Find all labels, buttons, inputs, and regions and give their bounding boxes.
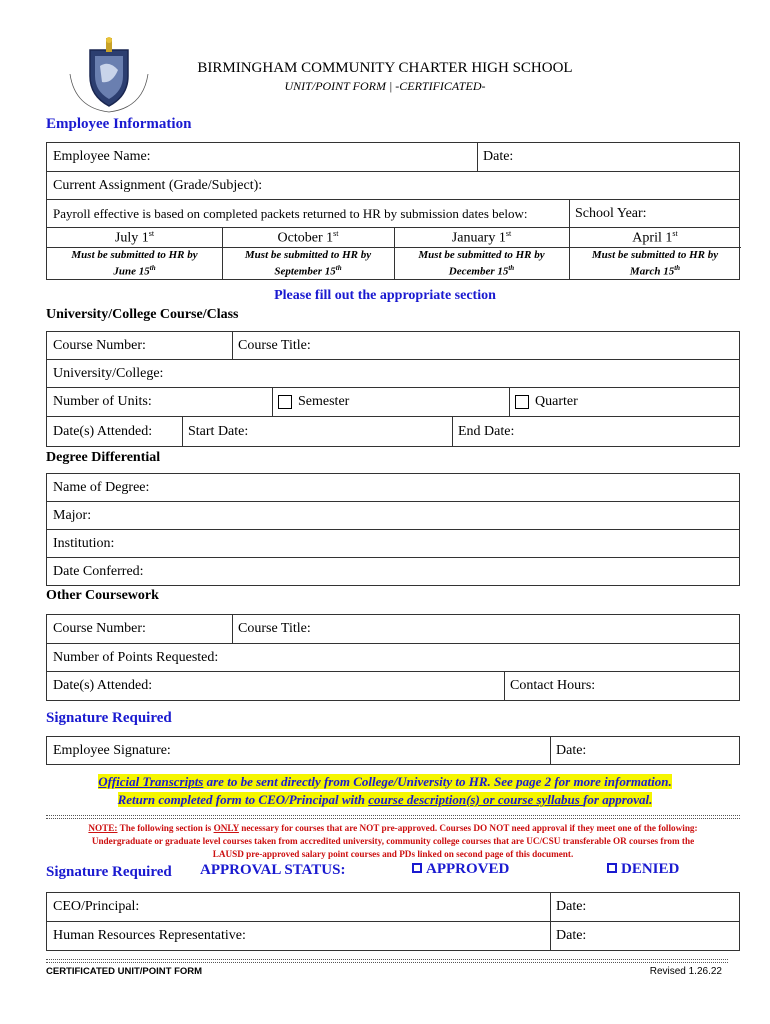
period-4: April 1st (632, 228, 678, 246)
college-row (46, 359, 740, 388)
dates-attended-label: Date(s) Attended: (53, 423, 153, 439)
payroll-periods (46, 227, 740, 280)
degree-heading: Degree Differential (46, 450, 161, 465)
signature-heading: Signature Required (46, 710, 172, 726)
transcripts-line-2: Return completed form to CEO/Principal with course description(s) or course syllabus for approval. (117, 792, 653, 807)
hr-label[interactable]: Human Resources Representative: (53, 928, 246, 943)
approval-heading: Signature Required (46, 864, 172, 880)
ceo-row (46, 892, 740, 922)
units-row (46, 387, 740, 417)
period-1: July 1st (114, 228, 155, 246)
hr-row (46, 921, 740, 951)
divider (46, 818, 740, 819)
deadline-1: Must be submitted to HR by June 15th (71, 248, 198, 278)
quarter-checkbox[interactable] (515, 395, 529, 409)
denied-checkbox[interactable] (607, 863, 617, 873)
college-label[interactable]: University/College: (53, 365, 164, 381)
payroll-note: Payroll effective is based on completed packets returned to HR by submission dates below: (53, 205, 528, 221)
form-title: UNIT/POINT FORM | -CERTIFICATED- (284, 79, 486, 93)
conferred-row (46, 557, 740, 586)
footer-divider (46, 959, 728, 960)
school-year-label[interactable]: School Year: (575, 205, 647, 221)
assignment-row (46, 171, 740, 200)
date-label[interactable]: Date: (483, 149, 514, 164)
course-title-label[interactable]: Course Title: (238, 337, 311, 353)
ceo-label[interactable]: CEO/Principal: (53, 899, 140, 914)
note-text: NOTE: The following section is ONLY necessary for courses that are NOT pre-approved. Courses DO NOT need approval if they meet one of the following: Undergraduate or graduate level courses taken from accredited university, community college courses that are UC/CSU transferable OR courses from the LAUSD pre-approved salary point courses and PDs linked on second page of this document. (88, 823, 698, 859)
end-date-label[interactable]: End Date: (458, 423, 515, 439)
approved-option[interactable]: APPROVED (412, 861, 509, 878)
approval-status: APPROVAL STATUS: (200, 862, 346, 878)
other-course-title-label[interactable]: Course Title: (238, 621, 311, 636)
footer-divider (46, 962, 728, 963)
institution-row (46, 529, 740, 558)
deadline-2: Must be submitted to HR by September 15th (244, 248, 372, 278)
start-date-label[interactable]: Start Date: (188, 423, 249, 439)
course-number-label[interactable]: Course Number: (53, 337, 146, 353)
footer-left: CERTIFICATED UNIT/POINT FORM (46, 966, 203, 977)
semester-checkbox[interactable] (278, 395, 292, 409)
other-course-row (46, 614, 740, 644)
deadline-4: Must be submitted to HR by March 15th (591, 248, 719, 278)
approved-checkbox[interactable] (412, 863, 422, 873)
other-dates-label[interactable]: Date(s) Attended: (53, 678, 153, 693)
points-label[interactable]: Number of Points Requested: (53, 649, 219, 665)
degree-name-label[interactable]: Name of Degree: (53, 479, 150, 495)
points-row (46, 643, 740, 672)
university-heading: University/College Course/Class (46, 307, 239, 322)
divider (46, 815, 740, 816)
assignment-label[interactable]: Current Assignment (Grade/Subject): (53, 177, 263, 193)
employee-signature-label[interactable]: Employee Signature: (53, 742, 171, 758)
major-row (46, 501, 740, 530)
employee-info-heading: Employee Information (46, 116, 192, 132)
denied-option[interactable]: DENIED (607, 861, 679, 878)
footer-right: Revised 1.26.22 (649, 966, 722, 977)
hr-date-label[interactable]: Date: (556, 928, 587, 943)
period-3: January 1st (451, 228, 512, 246)
semester-label: Semester (298, 394, 350, 409)
other-dates-row (46, 671, 740, 701)
course-row (46, 331, 740, 360)
employee-name-row (46, 142, 740, 172)
payroll-row (46, 199, 740, 228)
conferred-label[interactable]: Date Conferred: (53, 563, 144, 579)
signature-date-label[interactable]: Date: (556, 742, 587, 758)
major-label[interactable]: Major: (53, 507, 92, 523)
contact-hours-label[interactable]: Contact Hours: (510, 678, 596, 693)
units-label[interactable]: Number of Units: (53, 394, 152, 409)
ceo-date-label[interactable]: Date: (556, 899, 587, 914)
institution-label[interactable]: Institution: (53, 535, 115, 551)
degree-name-row (46, 473, 740, 502)
period-2: October 1st (277, 228, 339, 246)
quarter-label: Quarter (535, 394, 578, 409)
other-heading: Other Coursework (46, 588, 159, 603)
deadline-3: Must be submitted to HR by December 15th (418, 248, 545, 278)
dates-attended-row (46, 416, 740, 447)
employee-signature-row (46, 736, 740, 765)
employee-name-label[interactable]: Employee Name: (53, 149, 151, 164)
fill-note: Please fill out the appropriate section (274, 288, 496, 303)
transcripts-line-1: Official Transcripts are to be sent directly from College/University to HR. See page 2 for more information. (98, 774, 672, 789)
school-name: BIRMINGHAM COMMUNITY CHARTER HIGH SCHOOL (197, 60, 573, 76)
other-course-number-label[interactable]: Course Number: (53, 621, 146, 636)
